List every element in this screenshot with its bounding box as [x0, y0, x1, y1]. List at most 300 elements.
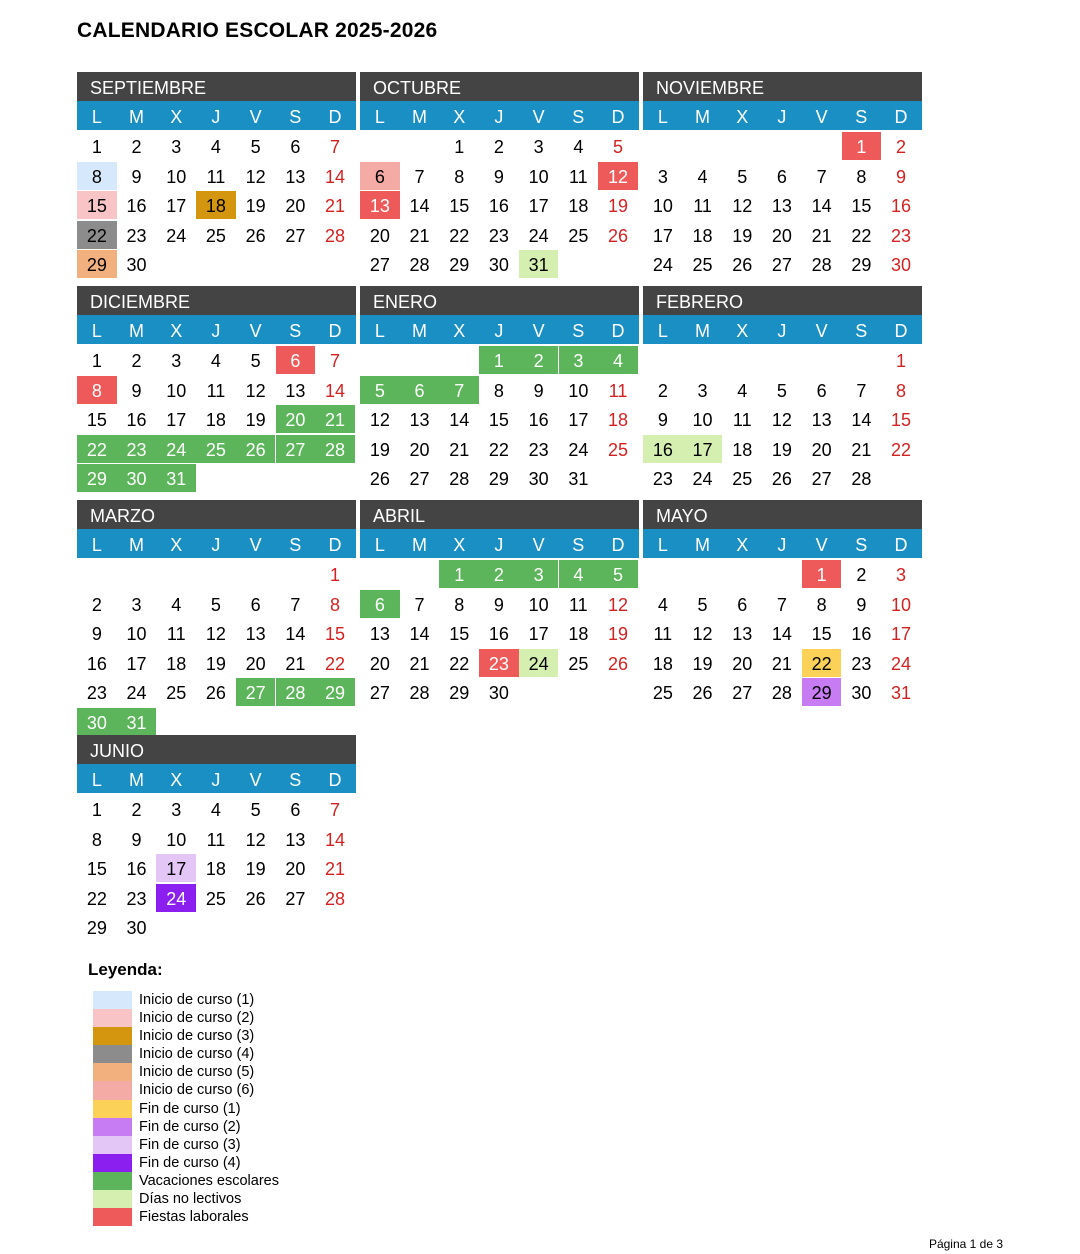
day-cell: 18	[732, 439, 753, 460]
day-cell: 12	[692, 624, 713, 645]
day-cell: 5	[360, 376, 400, 404]
day-cell: 23	[528, 439, 549, 460]
day-cell: 18	[205, 859, 226, 880]
day-cell: 23	[652, 469, 673, 490]
days-grid	[643, 344, 922, 491]
legend-swatch	[93, 1027, 132, 1045]
day-cell: 6	[816, 380, 827, 401]
day-cell: 15	[86, 859, 107, 880]
day-cell: 10	[891, 594, 912, 615]
month-header: DICIEMBRE	[77, 286, 356, 315]
day-cell: 21	[811, 225, 832, 246]
day-cell: 19	[369, 439, 390, 460]
day-cell: 10	[166, 166, 187, 187]
day-cell: 20	[369, 225, 390, 246]
day-cell: 13	[285, 380, 306, 401]
day-cell: 15	[851, 196, 872, 217]
weekday-label: L	[657, 535, 668, 555]
day-cell: 12	[771, 410, 792, 431]
month-diciembre	[77, 286, 356, 491]
weekday-label: L	[657, 107, 668, 127]
weekday-label: V	[532, 321, 545, 341]
day-cell: 13	[771, 196, 792, 217]
day-cell: 15	[891, 410, 912, 431]
day-cell: 13	[811, 410, 832, 431]
weekday-label: S	[289, 535, 302, 555]
legend-label: Inicio de curso (2)	[139, 1010, 255, 1027]
day-cell: 11	[569, 594, 588, 615]
month-enero	[360, 286, 639, 491]
day-cell: 16	[126, 196, 147, 217]
day-cell: 17	[126, 653, 147, 674]
weekday-label: M	[695, 107, 711, 127]
weekday-label: M	[695, 535, 711, 555]
weekday-label: D	[328, 321, 342, 341]
day-cell: 21	[851, 439, 872, 460]
day-cell: 28	[409, 683, 430, 704]
legend-swatch	[93, 1081, 132, 1099]
day-cell: 5	[613, 137, 624, 157]
weekday-header-row	[360, 315, 639, 344]
weekday-label: J	[211, 535, 221, 555]
weekday-label: S	[572, 107, 585, 127]
weekday-label: L	[91, 107, 102, 127]
day-cell: 20	[276, 405, 316, 433]
day-cell: 24	[156, 884, 196, 912]
weekday-label: S	[855, 321, 868, 341]
day-cell: 1	[479, 346, 519, 374]
day-cell: 19	[732, 225, 753, 246]
legend-swatch	[93, 1100, 132, 1118]
weekday-label: D	[894, 107, 908, 127]
day-cell: 4	[210, 800, 221, 820]
day-cell: 6	[737, 594, 748, 615]
day-cell: 8	[896, 380, 907, 401]
day-cell: 20	[245, 653, 266, 674]
day-cell: 27	[369, 255, 390, 276]
weekday-label: D	[611, 535, 625, 555]
day-cell: 2	[493, 137, 504, 157]
weekday-label: X	[736, 107, 749, 127]
day-cell: 19	[245, 859, 266, 880]
day-cell: 16	[891, 196, 912, 217]
weekday-label: D	[611, 107, 625, 127]
day-cell: 26	[245, 225, 266, 246]
day-cell: 9	[131, 829, 142, 850]
day-cell: 9	[91, 624, 102, 645]
day-cell: 29	[77, 250, 117, 278]
day-cell: 12	[245, 166, 266, 187]
weekday-label: X	[170, 107, 183, 127]
day-cell: 3	[131, 594, 142, 615]
day-cell: 21	[325, 196, 346, 217]
days-grid	[77, 344, 356, 491]
day-cell: 16	[86, 653, 107, 674]
day-cell: 29	[802, 678, 842, 706]
legend-swatch	[93, 991, 132, 1009]
day-cell: 23	[126, 225, 147, 246]
day-cell: 13	[369, 624, 390, 645]
day-cell: 28	[851, 469, 872, 490]
day-cell: 15	[488, 410, 509, 431]
day-cell: 7	[816, 166, 827, 187]
legend-item	[93, 1172, 353, 1190]
weekday-header-row	[643, 315, 922, 344]
day-cell: 29	[77, 464, 117, 492]
day-cell: 11	[569, 166, 588, 187]
day-cell: 2	[131, 137, 142, 157]
day-cell: 26	[205, 683, 226, 704]
legend-swatch	[93, 1009, 132, 1027]
day-cell: 10	[126, 624, 147, 645]
day-cell: 13	[409, 410, 430, 431]
weekday-label: M	[129, 770, 145, 790]
day-cell: 21	[315, 405, 355, 433]
weekday-label: J	[494, 321, 504, 341]
day-cell: 3	[519, 560, 559, 588]
weekday-label: S	[855, 535, 868, 555]
day-cell: 21	[771, 653, 792, 674]
day-cell: 2	[519, 346, 559, 374]
day-cell: 1	[896, 351, 907, 371]
legend-label: Fin de curso (2)	[139, 1118, 241, 1135]
day-cell: 8	[856, 166, 867, 187]
day-cell: 6	[360, 590, 400, 618]
weekday-label: J	[777, 535, 787, 555]
legend-item	[93, 991, 353, 1009]
weekday-label: L	[374, 107, 385, 127]
day-cell: 3	[171, 800, 182, 820]
day-cell: 14	[771, 624, 792, 645]
day-cell: 25	[205, 225, 226, 246]
day-cell: 11	[206, 166, 226, 187]
weekday-label: M	[129, 107, 145, 127]
legend-title: Leyenda:	[88, 960, 163, 979]
days-grid	[77, 130, 356, 277]
day-cell: 29	[488, 469, 509, 490]
legend-label: Inicio de curso (4)	[139, 1046, 255, 1063]
day-cell: 14	[449, 410, 470, 431]
weekday-label: V	[815, 321, 828, 341]
legend-label: Fin de curso (4)	[139, 1154, 241, 1171]
day-cell: 25	[166, 683, 187, 704]
day-cell: 3	[697, 380, 708, 401]
weekday-label: D	[611, 321, 625, 341]
day-cell: 26	[608, 225, 629, 246]
day-cell: 8	[91, 829, 102, 850]
day-cell: 2	[896, 137, 907, 157]
day-cell: 22	[802, 649, 842, 677]
day-cell: 15	[77, 191, 117, 219]
day-cell: 5	[737, 166, 748, 187]
days-grid	[77, 558, 356, 733]
day-cell: 7	[439, 376, 479, 404]
day-cell: 15	[449, 624, 470, 645]
day-cell: 21	[409, 225, 430, 246]
legend-item	[93, 1100, 353, 1118]
day-cell: 5	[210, 594, 221, 615]
day-cell: 1	[802, 560, 842, 588]
day-cell: 6	[250, 594, 261, 615]
legend-swatch	[93, 1118, 132, 1136]
day-cell: 19	[245, 410, 266, 431]
day-cell: 11	[608, 380, 628, 401]
day-cell: 12	[369, 410, 390, 431]
weekday-label: D	[328, 770, 342, 790]
day-cell: 26	[608, 653, 629, 674]
weekday-label: X	[170, 535, 183, 555]
day-cell: 14	[325, 829, 346, 850]
weekday-header-row	[77, 764, 356, 793]
day-cell: 17	[156, 854, 196, 882]
day-cell: 17	[166, 196, 187, 217]
weekday-header-row	[643, 529, 922, 558]
day-cell: 8	[816, 594, 827, 615]
day-cell: 18	[205, 410, 226, 431]
days-grid	[643, 558, 922, 705]
day-cell: 20	[771, 225, 792, 246]
month-header: FEBRERO	[643, 286, 922, 315]
day-cell: 11	[206, 829, 226, 850]
month-marzo	[77, 500, 356, 733]
days-grid	[360, 130, 639, 277]
day-cell: 26	[771, 469, 792, 490]
day-cell: 29	[86, 918, 107, 939]
day-cell: 13	[732, 624, 753, 645]
day-cell: 15	[811, 624, 832, 645]
day-cell: 7	[776, 594, 787, 615]
day-cell: 1	[91, 351, 102, 371]
day-cell: 3	[657, 166, 668, 187]
weekday-header-row	[77, 315, 356, 344]
day-cell: 1	[91, 137, 102, 157]
day-cell: 14	[285, 624, 306, 645]
weekday-label: D	[894, 535, 908, 555]
day-cell: 30	[891, 255, 912, 276]
legend-swatch	[93, 1208, 132, 1226]
day-cell: 27	[285, 888, 306, 909]
weekday-header-row	[360, 529, 639, 558]
legend-label: Vacaciones escolares	[139, 1172, 279, 1189]
day-cell: 27	[409, 469, 430, 490]
weekday-label: J	[494, 535, 504, 555]
day-cell: 30	[77, 708, 117, 736]
month-junio	[77, 735, 356, 940]
weekday-label: L	[657, 321, 668, 341]
day-cell: 25	[568, 225, 589, 246]
day-cell: 22	[891, 439, 912, 460]
weekday-label: S	[572, 535, 585, 555]
day-cell: 22	[77, 435, 117, 463]
day-cell: 22	[449, 225, 470, 246]
weekday-label: V	[532, 107, 545, 127]
day-cell: 8	[493, 380, 504, 401]
day-cell: 7	[330, 137, 341, 157]
day-cell: 21	[449, 439, 470, 460]
day-cell: 30	[117, 464, 157, 492]
legend-item	[93, 1136, 353, 1154]
month-header: NOVIEMBRE	[643, 72, 922, 101]
legend-label: Inicio de curso (6)	[139, 1082, 255, 1099]
day-cell: 16	[851, 624, 872, 645]
day-cell: 6	[400, 376, 440, 404]
day-cell: 2	[856, 565, 867, 585]
month-header: MARZO	[77, 500, 356, 529]
day-cell: 30	[126, 918, 147, 939]
legend-label: Días no lectivos	[139, 1191, 242, 1208]
day-cell: 17	[528, 196, 549, 217]
day-cell: 8	[330, 594, 341, 615]
day-cell: 10	[166, 829, 187, 850]
day-cell: 18	[166, 653, 187, 674]
day-cell: 27	[811, 469, 832, 490]
day-cell: 24	[652, 255, 673, 276]
day-cell: 20	[285, 859, 306, 880]
legend-swatch	[93, 1190, 132, 1208]
month-header: OCTUBRE	[360, 72, 639, 101]
day-cell: 11	[206, 380, 226, 401]
days-grid	[77, 793, 356, 940]
day-cell: 28	[325, 888, 346, 909]
legend-item	[93, 1081, 353, 1099]
weekday-label: S	[289, 107, 302, 127]
day-cell: 22	[851, 225, 872, 246]
day-cell: 19	[771, 439, 792, 460]
legend-swatch	[93, 1172, 132, 1190]
day-cell: 9	[131, 166, 142, 187]
weekday-header-row	[77, 101, 356, 130]
day-cell: 4	[171, 594, 182, 615]
day-cell: 8	[77, 376, 117, 404]
day-cell: 14	[409, 624, 430, 645]
day-cell: 23	[126, 888, 147, 909]
day-cell: 29	[449, 683, 470, 704]
legend-label: Fin de curso (3)	[139, 1136, 241, 1153]
weekday-label: J	[211, 321, 221, 341]
day-cell: 22	[488, 439, 509, 460]
legend-label: Inicio de curso (5)	[139, 1064, 255, 1081]
day-cell: 13	[245, 624, 266, 645]
day-cell: 29	[851, 255, 872, 276]
day-cell: 26	[245, 888, 266, 909]
weekday-label: J	[777, 107, 787, 127]
day-cell: 1	[439, 560, 479, 588]
day-cell: 17	[528, 624, 549, 645]
legend-swatch	[93, 1045, 132, 1063]
day-cell: 1	[842, 132, 882, 160]
day-cell: 24	[126, 683, 147, 704]
month-header: SEPTIEMBRE	[77, 72, 356, 101]
weekday-label: X	[736, 321, 749, 341]
day-cell: 17	[652, 225, 673, 246]
day-cell: 24	[528, 225, 549, 246]
month-header: ABRIL	[360, 500, 639, 529]
weekday-label: D	[894, 321, 908, 341]
day-cell: 22	[325, 653, 346, 674]
day-cell: 26	[236, 435, 276, 463]
day-cell: 15	[449, 196, 470, 217]
day-cell: 5	[598, 560, 638, 588]
day-cell: 31	[891, 683, 912, 704]
day-cell: 23	[117, 435, 157, 463]
day-cell: 30	[528, 469, 549, 490]
day-cell: 20	[732, 653, 753, 674]
day-cell: 18	[568, 196, 589, 217]
weekday-label: M	[695, 321, 711, 341]
day-cell: 18	[196, 191, 236, 219]
weekday-label: L	[91, 535, 102, 555]
day-cell: 10	[528, 594, 549, 615]
day-cell: 25	[692, 255, 713, 276]
day-cell: 28	[276, 678, 316, 706]
day-cell: 14	[325, 380, 346, 401]
day-cell: 27	[771, 255, 792, 276]
day-cell: 24	[166, 225, 187, 246]
day-cell: 31	[519, 250, 559, 278]
day-cell: 25	[196, 435, 236, 463]
day-cell: 12	[608, 594, 629, 615]
day-cell: 7	[856, 380, 867, 401]
day-cell: 10	[166, 380, 187, 401]
day-cell: 18	[568, 624, 589, 645]
day-cell: 2	[479, 560, 519, 588]
day-cell: 6	[290, 137, 301, 157]
day-cell: 30	[851, 683, 872, 704]
day-cell: 4	[697, 166, 708, 187]
weekday-label: X	[453, 107, 466, 127]
day-cell: 4	[559, 560, 599, 588]
day-cell: 17	[568, 410, 589, 431]
month-header: MAYO	[643, 500, 922, 529]
day-cell: 19	[692, 653, 713, 674]
day-cell: 15	[325, 624, 346, 645]
day-cell: 4	[210, 137, 221, 157]
weekday-label: V	[249, 535, 262, 555]
day-cell: 12	[732, 196, 753, 217]
day-cell: 27	[285, 225, 306, 246]
day-cell: 3	[533, 137, 544, 157]
weekday-label: D	[328, 535, 342, 555]
day-cell: 5	[697, 594, 708, 615]
day-cell: 4	[210, 351, 221, 371]
day-cell: 27	[369, 683, 390, 704]
legend-label: Fiestas laborales	[139, 1209, 249, 1226]
day-cell: 9	[493, 594, 504, 615]
day-cell: 28	[771, 683, 792, 704]
day-cell: 26	[369, 469, 390, 490]
day-cell: 10	[692, 410, 713, 431]
day-cell: 24	[156, 435, 196, 463]
day-cell: 7	[330, 351, 341, 371]
weekday-label: X	[170, 770, 183, 790]
day-cell: 14	[811, 196, 832, 217]
month-septiembre	[77, 72, 356, 277]
day-cell: 11	[166, 624, 186, 645]
day-cell: 9	[896, 166, 907, 187]
day-cell: 11	[693, 196, 712, 217]
weekday-label: M	[412, 107, 428, 127]
legend-item	[93, 1154, 353, 1172]
month-mayo	[643, 500, 922, 705]
day-cell: 23	[488, 225, 509, 246]
weekday-label: V	[249, 107, 262, 127]
weekday-label: J	[211, 770, 221, 790]
day-cell: 6	[776, 166, 787, 187]
day-cell: 4	[573, 137, 584, 157]
day-cell: 27	[732, 683, 753, 704]
day-cell: 23	[851, 653, 872, 674]
weekday-label: S	[572, 321, 585, 341]
